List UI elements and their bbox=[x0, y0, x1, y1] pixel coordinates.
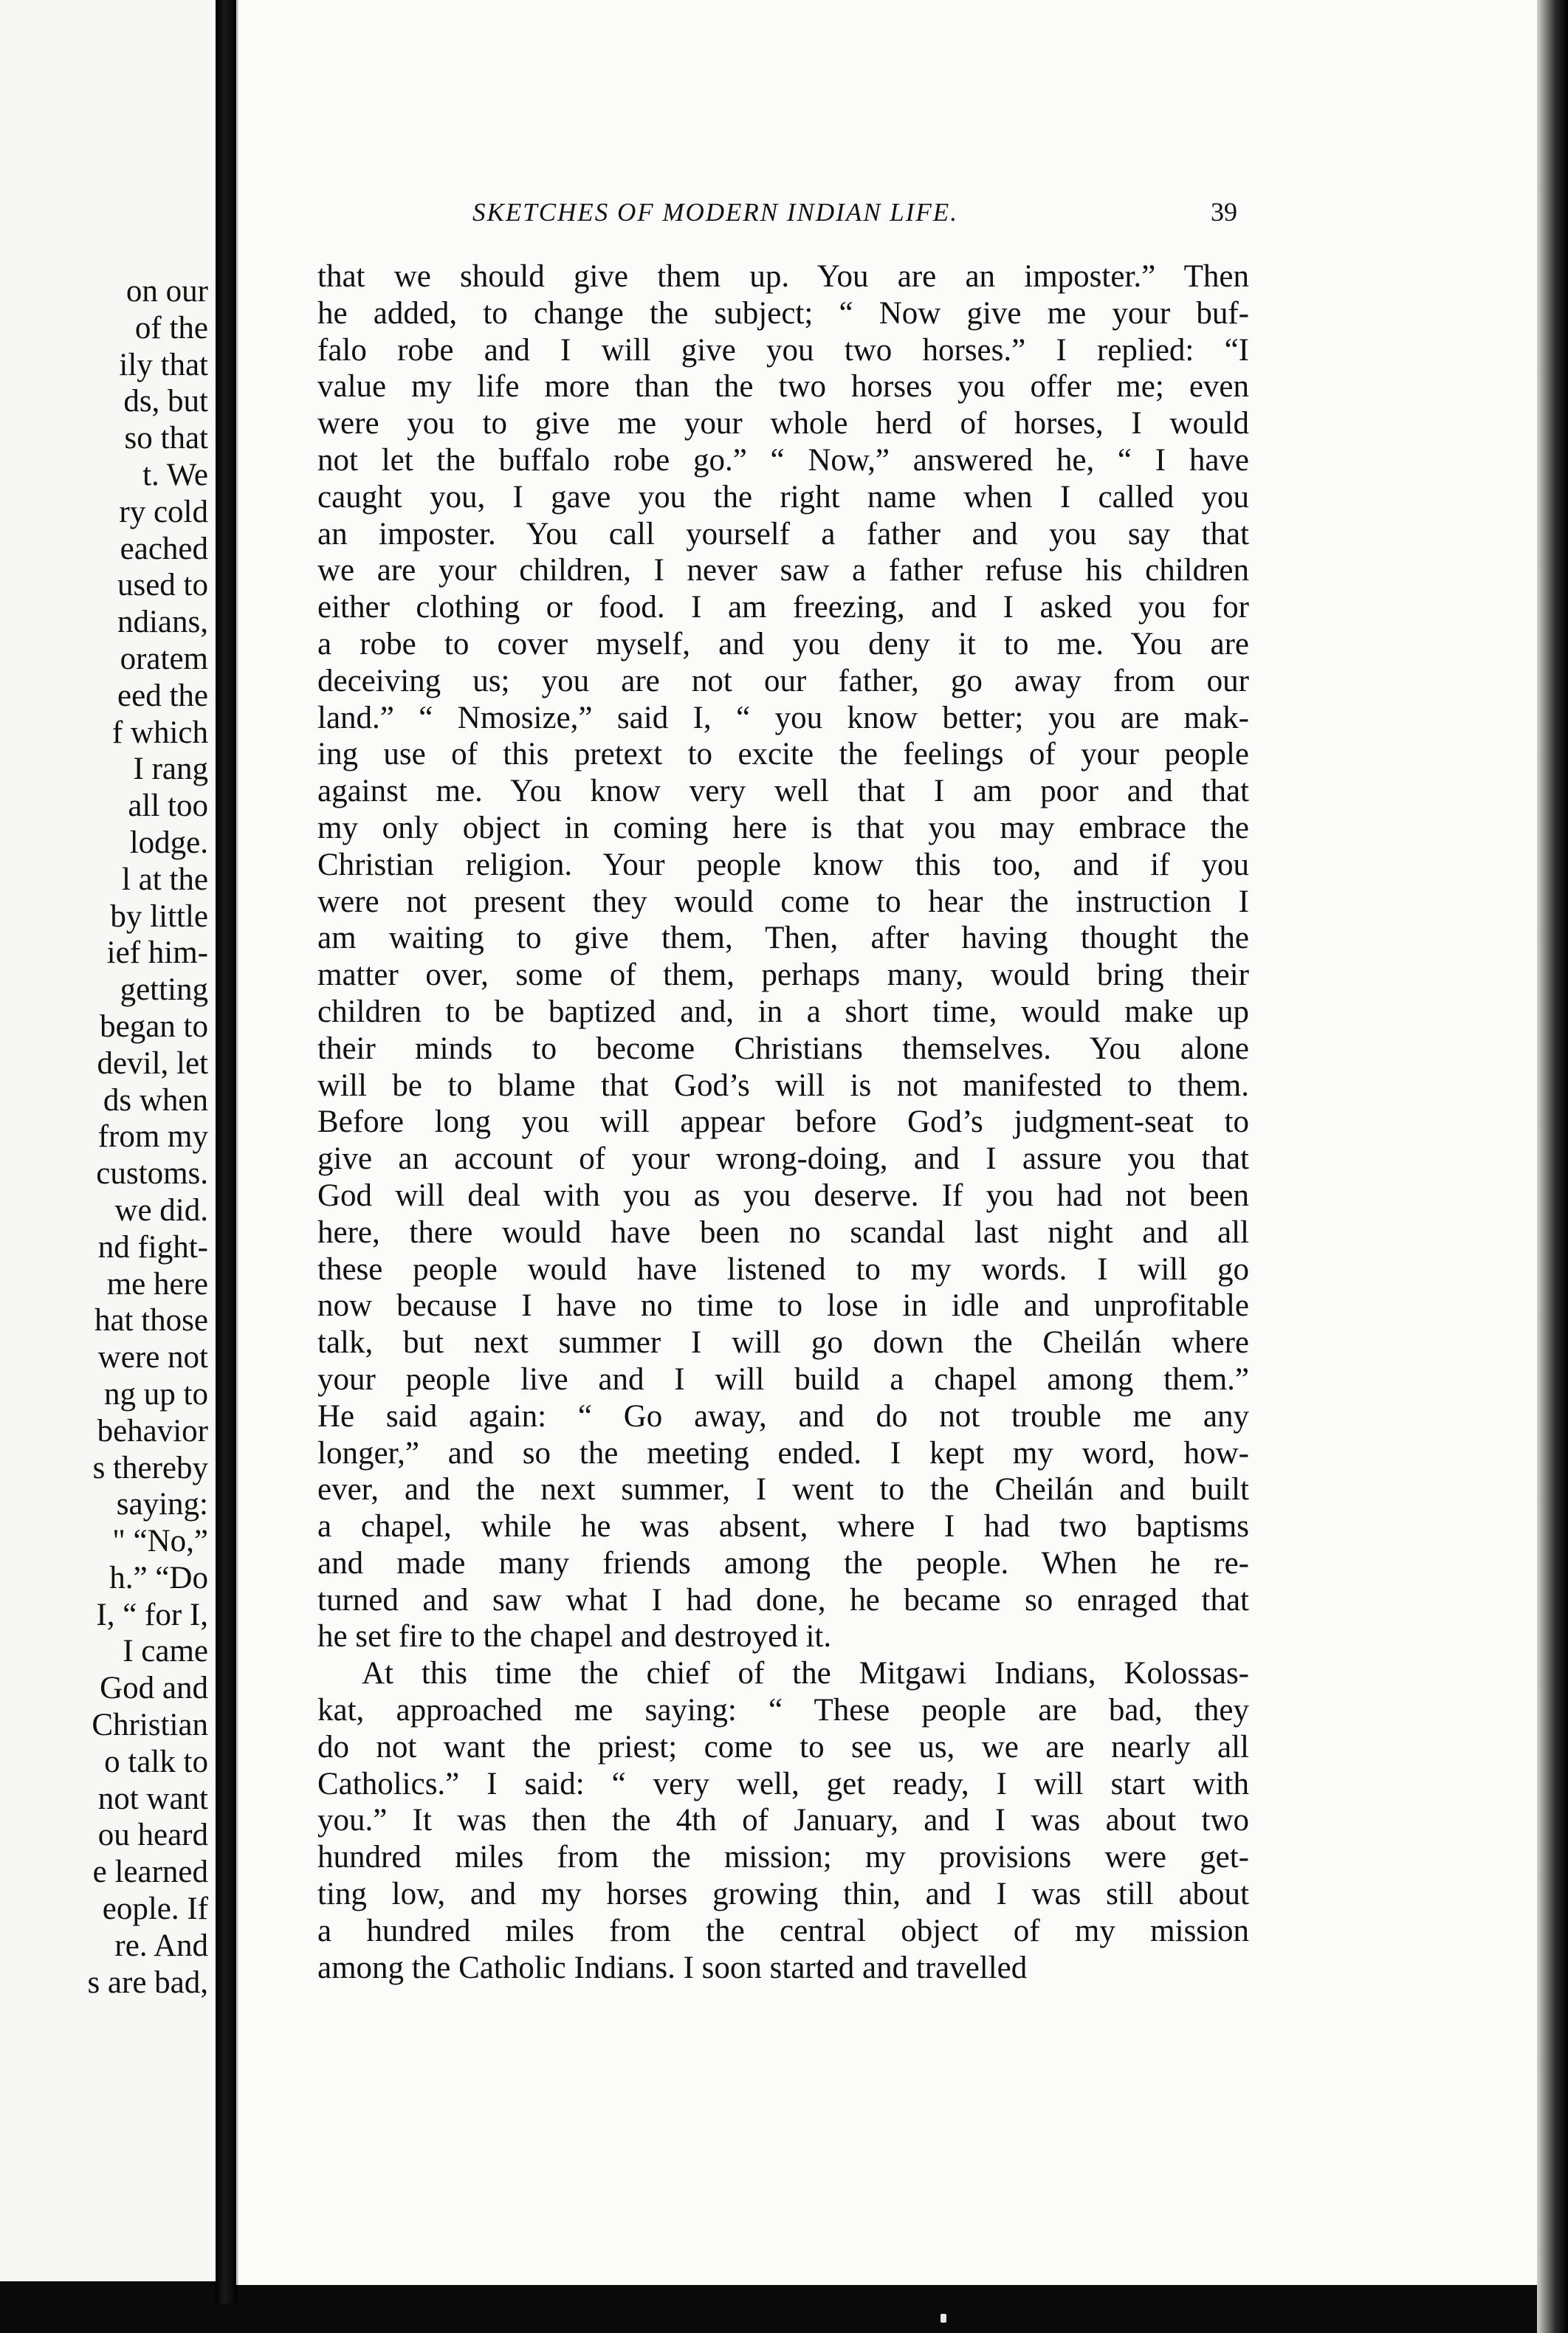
facing-page-line: e learned bbox=[92, 1855, 208, 1890]
facing-page-line: ds, but bbox=[123, 384, 208, 419]
facing-page-line: I, “ for I, bbox=[96, 1597, 208, 1632]
facing-page-line: we did. bbox=[114, 1192, 208, 1228]
facing-page-line: on our bbox=[125, 274, 208, 309]
facing-page-line: God and bbox=[100, 1671, 208, 1706]
text-line: land.” “ Nmosize,” said I, “ you know better; you are mak- bbox=[317, 700, 1249, 735]
text-line: give an account of your wrong-doing, and I assure you that bbox=[317, 1141, 1249, 1177]
facing-page-line: behavior bbox=[97, 1413, 208, 1449]
facing-page-line: eached bbox=[120, 531, 208, 566]
text-line: your people live and I will build a chapel among them.” bbox=[317, 1361, 1249, 1397]
facing-page-line: nd fight- bbox=[97, 1229, 208, 1265]
facing-page-line: eople. If bbox=[102, 1892, 208, 1927]
book-gutter bbox=[216, 0, 238, 2303]
text-line: caught you, I gave you the right name when I called you bbox=[317, 479, 1249, 515]
facing-page-line: customs. bbox=[96, 1156, 208, 1192]
facing-page-line: t. We bbox=[142, 457, 208, 492]
facing-page-line: began to bbox=[100, 1009, 208, 1044]
facing-page-line: devil, let bbox=[97, 1045, 208, 1081]
facing-page-line: o talk to bbox=[104, 1744, 208, 1779]
text-line: a hundred miles from the central object of my mission bbox=[317, 1913, 1249, 1948]
text-line: ting low, and my horses growing thin, and I was still about bbox=[317, 1877, 1249, 1912]
text-line: Before long you will appear before God’s judgment-seat to bbox=[317, 1104, 1249, 1140]
running-head: SKETCHES OF MODERN INDIAN LIFE. bbox=[472, 198, 958, 227]
text-line: He said again: “ Go away, and do not trouble me any bbox=[317, 1398, 1249, 1434]
text-line: we are your children, I never saw a father refuse his children bbox=[317, 553, 1249, 588]
facing-page-line: all too bbox=[128, 788, 208, 824]
text-line: you.” It was then the 4th of January, and I was about two bbox=[317, 1803, 1249, 1838]
text-line: hundred miles from the mission; my provisions were get- bbox=[317, 1840, 1249, 1875]
text-line: he set fire to the chapel and destroyed it. bbox=[317, 1619, 832, 1655]
text-line: talk, but next summer I will go down the Cheilán where bbox=[317, 1325, 1249, 1361]
page-number: 39 bbox=[1211, 197, 1237, 227]
text-line: falo robe and I will give you two horses.” I replied: “I bbox=[317, 332, 1249, 368]
text-line: that we should give them up. You are an imposter.” Then bbox=[317, 259, 1249, 294]
facing-page-text bbox=[87, 273, 208, 2001]
text-line: either clothing or food. I am freezing, and I asked you for bbox=[317, 590, 1249, 625]
facing-page-line: lodge. bbox=[129, 825, 208, 860]
scan-artifact bbox=[941, 2314, 946, 2323]
text-line: am waiting to give them, Then, after having thought the bbox=[317, 921, 1249, 956]
facing-page-line: I rang bbox=[133, 752, 208, 787]
facing-page-line: ily that bbox=[119, 347, 208, 382]
facing-page-line: saying: bbox=[116, 1487, 208, 1522]
body-text bbox=[317, 258, 1249, 1986]
text-line: matter over, some of them, perhaps many, would bring their bbox=[317, 958, 1249, 993]
text-line: he added, to change the subject; “ Now give me your buf- bbox=[317, 295, 1249, 331]
text-line: deceiving us; you are not our father, go away from our bbox=[317, 663, 1249, 698]
text-line: do not want the priest; come to see us, we are nearly all bbox=[317, 1729, 1249, 1765]
text-line: against me. You know very well that I am poor and that bbox=[317, 774, 1249, 809]
text-line: not let the buffalo robe go.” “ Now,” answered he, “ I have bbox=[317, 442, 1249, 478]
facing-page-line: ng up to bbox=[104, 1376, 208, 1412]
text-line: were you to give me your whole herd of horses, I would bbox=[317, 406, 1249, 441]
text-line: Christian religion. Your people know this too, and if you bbox=[317, 847, 1249, 882]
text-line: a robe to cover myself, and you deny it to me. You are bbox=[317, 626, 1249, 662]
text-line: my only object in coming here is that you may embrace the bbox=[317, 810, 1249, 845]
text-line: ever, and the next summer, I went to the Cheilán and built bbox=[317, 1472, 1249, 1508]
text-line: an imposter. You call yourself a father and you say that bbox=[317, 516, 1249, 552]
text-line: these people would have listened to my words. I will go bbox=[317, 1251, 1249, 1287]
facing-page-line: from my bbox=[97, 1119, 208, 1155]
text-line: and made many friends among the people. When he re- bbox=[317, 1545, 1249, 1581]
facing-page-line: ief him- bbox=[106, 935, 208, 971]
text-line: now because I have no time to lose in idle and unprofitable bbox=[317, 1288, 1249, 1324]
facing-page-line: used to bbox=[117, 568, 208, 603]
facing-page-line: me here bbox=[106, 1266, 208, 1302]
text-line: here, there would have been no scandal last night and all bbox=[317, 1214, 1249, 1250]
facing-page-line: not want bbox=[97, 1781, 208, 1816]
facing-page-line: l at the bbox=[121, 862, 208, 897]
text-line: kat, approached me saying: “ These people are bad, they bbox=[317, 1693, 1249, 1728]
facing-page-line: eed the bbox=[117, 678, 208, 713]
text-line: a chapel, while he was absent, where I had two baptisms bbox=[317, 1509, 1249, 1545]
text-line: children to be baptized and, in a short time, would make up bbox=[317, 994, 1249, 1029]
facing-page-line: were not bbox=[97, 1340, 208, 1375]
facing-page-line: ry cold bbox=[119, 494, 208, 529]
text-line: At this time the chief of the Mitgawi Indians, Kolossas- bbox=[362, 1656, 1249, 1691]
text-line: God will deal with you as you deserve. If you had not been bbox=[317, 1178, 1249, 1213]
facing-page-line: " “No,” bbox=[112, 1524, 208, 1559]
facing-page-line: hat those bbox=[94, 1303, 208, 1339]
facing-page-line: I came bbox=[123, 1634, 208, 1669]
facing-page-line: Christian bbox=[92, 1708, 208, 1743]
page-edge bbox=[1537, 0, 1568, 2333]
facing-page-line: getting bbox=[120, 972, 208, 1008]
text-line: ing use of this pretext to excite the feelings of your people bbox=[317, 737, 1249, 772]
text-line: Catholics.” I said: “ very well, get ready, I will start with bbox=[317, 1766, 1249, 1801]
facing-page-line: re. And bbox=[114, 1928, 208, 1963]
facing-page-line: ndians, bbox=[117, 605, 208, 640]
text-line: their minds to become Christians themselves. You alone bbox=[317, 1031, 1249, 1066]
facing-page bbox=[0, 0, 216, 2281]
text-line: among the Catholic Indians. I soon started and travelled bbox=[317, 1950, 1028, 1985]
text-line: will be to blame that God’s will is not manifested to them. bbox=[317, 1068, 1249, 1103]
facing-page-line: ds when bbox=[103, 1082, 208, 1118]
text-line: turned and saw what I had done, he became so enraged that bbox=[317, 1582, 1249, 1618]
text-line: value my life more than the two horses you offer me; even bbox=[317, 369, 1249, 405]
facing-page-line: ou heard bbox=[97, 1818, 208, 1853]
text-line: were not present they would come to hear the instruction I bbox=[317, 884, 1249, 919]
facing-page-line: so that bbox=[124, 421, 208, 456]
facing-page-line: s thereby bbox=[92, 1450, 208, 1485]
facing-page-line: by little bbox=[110, 899, 208, 934]
facing-page-line: f which bbox=[111, 715, 208, 750]
facing-page-line: oratem bbox=[120, 641, 208, 676]
text-line: longer,” and so the meeting ended. I kept my word, how- bbox=[317, 1435, 1249, 1471]
facing-page-line: h.” “Do bbox=[109, 1560, 208, 1595]
facing-page-line: of the bbox=[134, 310, 208, 346]
facing-page-line: s are bad, bbox=[87, 1965, 208, 2000]
